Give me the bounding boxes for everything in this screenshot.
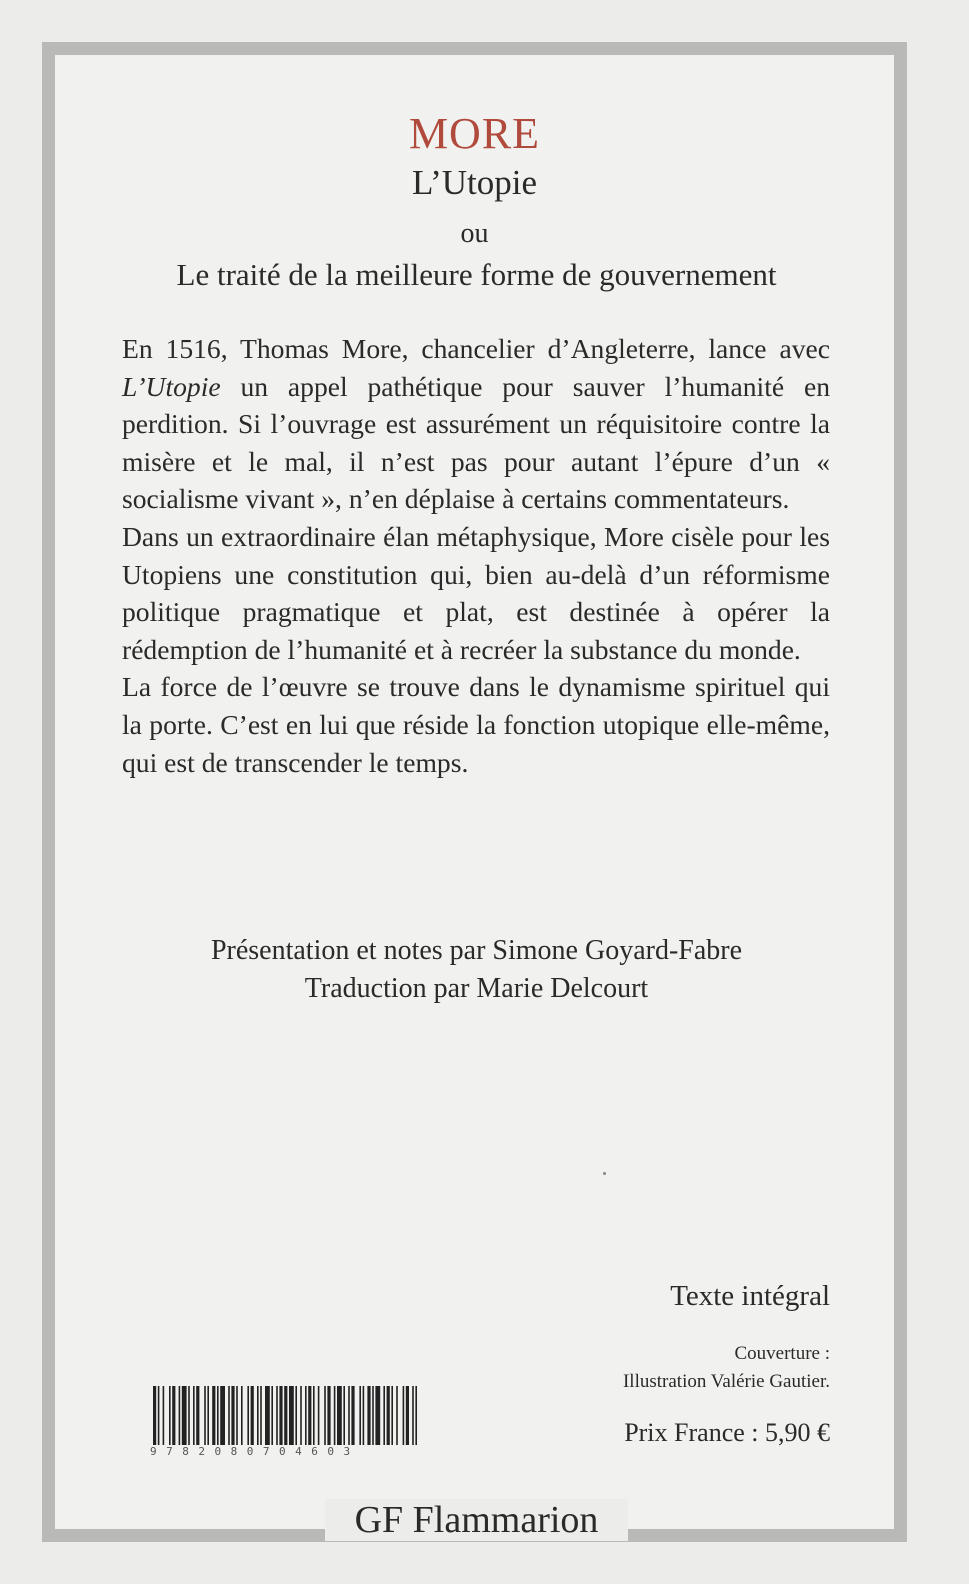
couverture-label: Couverture :	[734, 1343, 830, 1364]
texte-integral-label: Texte intégral	[670, 1280, 830, 1312]
blurb-p1-end: un appel pathétique pour sauver l’humanité en perdition. Si l’ouvrage est assurément un réquisitoire contre la misère et le mal, il n’est pas pour autant l’épure d’un « socialisme vivant », n’en déplaise à certains commentateurs.	[122, 370, 830, 515]
couverture-illustrator: Illustration Valérie Gautier.	[622, 1371, 830, 1392]
paper-speck	[603, 1172, 606, 1175]
blurb-p1-start: En 1516, Thomas More, chancelier d’Angleterre, lance avec	[122, 333, 830, 364]
presentation-credit: Présentation et notes par Simone Goyard-Fabre	[210, 935, 743, 966]
book-subtitle: Le traité de la meilleure forme de gouvernement	[176, 257, 777, 292]
publisher-name: GF Flammarion	[325, 1499, 629, 1541]
blurb-paragraph-2: Dans un extraordinaire élan métaphysique, More cisèle pour les Utopiens une constitution qui, bien au-delà d’un réformisme politique pragmatique et plat, est destinée à opérer la rédemption de l’humanité et à recréer la substance du monde.	[122, 520, 830, 665]
back-cover-blurb	[122, 330, 830, 781]
title-connector: ou	[460, 218, 489, 249]
barcode-digits: 9782080704603	[150, 1445, 422, 1458]
blurb-paragraph-3: La force de l’œuvre se trouve dans le dynamisme spirituel qui la porte. C’est en lui que réside la fonction utopique elle-même, qui est de transcender le temps.	[122, 671, 830, 778]
blurb-title-italic: L’Utopie	[122, 370, 221, 402]
translation-credit: Traduction par Marie Delcourt	[304, 973, 649, 1004]
book-title: L’Utopie	[411, 163, 538, 202]
publisher-imprint	[0, 1498, 953, 1542]
blurb-paragraph-1	[122, 330, 830, 518]
price-label: Prix France : 5,90 €	[624, 1418, 830, 1447]
cover-credit	[623, 1340, 830, 1396]
author-name: MORE	[408, 109, 541, 158]
credits	[0, 932, 953, 1008]
